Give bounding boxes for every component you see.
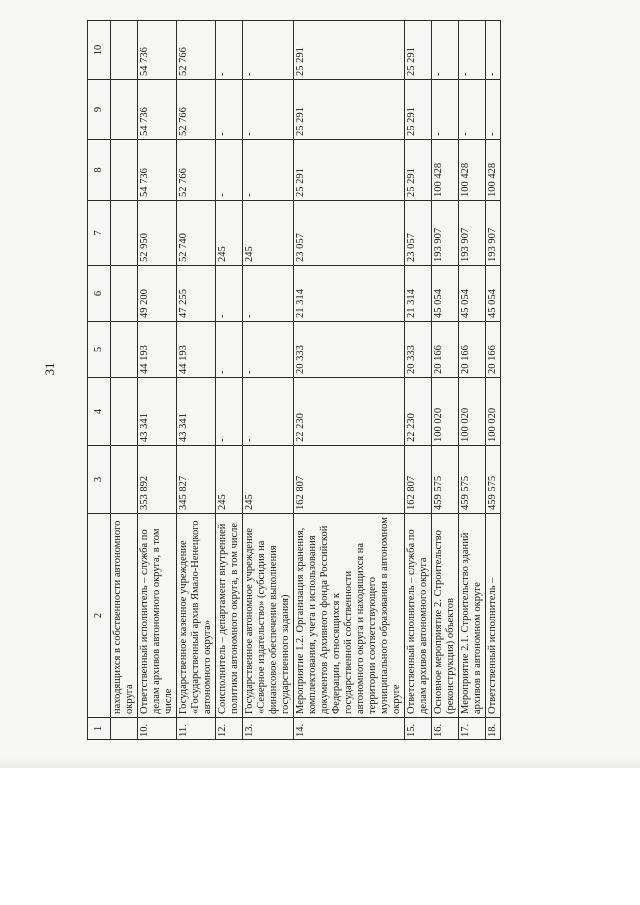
value-cell: 49 200 <box>138 266 177 322</box>
row-description-cell: находящихся в собственности автономного округа <box>111 514 138 718</box>
row-number-cell: 10. <box>138 718 177 740</box>
value-cell: 100 428 <box>486 140 501 201</box>
value-cell: 44 193 <box>138 322 177 378</box>
value-cell: 22 230 <box>294 378 405 446</box>
value-cell: 47 255 <box>177 266 216 322</box>
row-description-cell: Государственное казенное учреждение «Государственный архив Ямало-Ненецкого автономного округа» <box>177 514 216 718</box>
value-cell: 54 736 <box>138 80 177 140</box>
value-cell: - <box>216 378 243 446</box>
value-cell: 245 <box>216 446 243 514</box>
value-cell: 245 <box>243 201 294 266</box>
value-cell: 245 <box>243 446 294 514</box>
value-cell: 20 333 <box>405 322 432 378</box>
value-cell: 43 341 <box>177 378 216 446</box>
column-header: 7 <box>88 201 111 266</box>
value-cell <box>111 201 138 266</box>
row-number-cell: 13. <box>243 718 294 740</box>
row-description-cell: Ответственный исполнитель – служба по делам архивов автономного округа, в том числе <box>138 514 177 718</box>
value-cell: 23 057 <box>294 201 405 266</box>
value-cell <box>111 378 138 446</box>
value-cell <box>111 266 138 322</box>
row-description-cell: Основное мероприятие 2. Строительство (реконструкция) объектов <box>432 514 459 718</box>
row-description-cell: Мероприятие 2.1. Строительство зданий архивов в автономном округе <box>459 514 486 718</box>
value-cell: 345 827 <box>177 446 216 514</box>
column-header: 3 <box>88 446 111 514</box>
table-header-row <box>88 21 111 740</box>
column-header: 2 <box>88 514 111 718</box>
table-row <box>177 21 216 740</box>
value-cell: - <box>459 80 486 140</box>
row-description-cell: Ответственный исполнитель – служба по делам архивов автономного округа <box>405 514 432 718</box>
value-cell: 100 428 <box>459 140 486 201</box>
value-cell: 162 807 <box>294 446 405 514</box>
table-row <box>294 21 405 740</box>
row-description-cell: Соисполнитель – департамент внутренней политики автономного округа, в том числе <box>216 514 243 718</box>
value-cell <box>111 140 138 201</box>
value-cell: - <box>432 80 459 140</box>
table-row <box>486 21 501 740</box>
value-cell: 25 291 <box>294 140 405 201</box>
column-header: 4 <box>88 378 111 446</box>
table-row <box>216 21 243 740</box>
value-cell: - <box>243 266 294 322</box>
row-description-cell: Ответственный исполнитель – <box>486 514 501 718</box>
value-cell: 21 314 <box>294 266 405 322</box>
row-number-cell: 18. <box>486 718 501 740</box>
value-cell <box>111 446 138 514</box>
value-cell: 25 291 <box>294 80 405 140</box>
value-cell: 459 575 <box>486 446 501 514</box>
value-cell: - <box>216 80 243 140</box>
row-number-cell: 11. <box>177 718 216 740</box>
value-cell: - <box>486 80 501 140</box>
value-cell: - <box>459 21 486 80</box>
row-number-cell: 14. <box>294 718 405 740</box>
column-header: 1 <box>88 718 111 740</box>
table-row <box>459 21 486 740</box>
table-row <box>243 21 294 740</box>
value-cell: - <box>243 21 294 80</box>
column-header: 5 <box>88 322 111 378</box>
column-header: 6 <box>88 266 111 322</box>
value-cell: 52 766 <box>177 80 216 140</box>
row-number-cell: 15. <box>405 718 432 740</box>
value-cell: 20 166 <box>432 322 459 378</box>
value-cell: 43 341 <box>138 378 177 446</box>
value-cell: - <box>216 266 243 322</box>
value-cell: 25 291 <box>294 21 405 80</box>
value-cell: - <box>216 140 243 201</box>
value-cell: - <box>216 322 243 378</box>
value-cell: - <box>243 140 294 201</box>
value-cell: 45 054 <box>432 266 459 322</box>
row-description-cell: Мероприятие 1.2. Организация хранения, комплектования, учета и использования документов Архивного фонда Российской Федерации, относящихся к государственной собственности автономного округа и находящихся на территории соответствующего муниципального образования в автономном округе <box>294 514 405 718</box>
value-cell: 162 807 <box>405 446 432 514</box>
column-header: 9 <box>88 80 111 140</box>
value-cell: 54 736 <box>138 140 177 201</box>
value-cell <box>111 80 138 140</box>
value-cell: 23 057 <box>405 201 432 266</box>
value-cell: - <box>243 322 294 378</box>
value-cell: 25 291 <box>405 21 432 80</box>
row-number-cell: 17. <box>459 718 486 740</box>
value-cell <box>111 21 138 80</box>
rotated-table-container <box>87 21 559 740</box>
row-number-cell: 16. <box>432 718 459 740</box>
value-cell: 353 892 <box>138 446 177 514</box>
value-cell: 245 <box>216 201 243 266</box>
value-cell: 45 054 <box>459 266 486 322</box>
value-cell: 52 740 <box>177 201 216 266</box>
value-cell: 52 766 <box>177 140 216 201</box>
value-cell: 459 575 <box>432 446 459 514</box>
value-cell: 20 166 <box>459 322 486 378</box>
row-number-cell: 12. <box>216 718 243 740</box>
value-cell: - <box>216 21 243 80</box>
value-cell: 45 054 <box>486 266 501 322</box>
value-cell: 44 193 <box>177 322 216 378</box>
column-header: 10 <box>88 21 111 80</box>
value-cell: 100 020 <box>432 378 459 446</box>
row-number-cell <box>111 718 138 740</box>
table-row <box>405 21 432 740</box>
page-number: 31 <box>42 362 57 376</box>
table-row <box>138 21 177 740</box>
value-cell: 25 291 <box>405 140 432 201</box>
value-cell: 100 020 <box>486 378 501 446</box>
value-cell: 20 166 <box>486 322 501 378</box>
value-cell <box>111 322 138 378</box>
value-cell: - <box>486 21 501 80</box>
value-cell: 193 907 <box>486 201 501 266</box>
value-cell: 459 575 <box>459 446 486 514</box>
value-cell: - <box>432 21 459 80</box>
value-cell: 54 736 <box>138 21 177 80</box>
value-cell: 100 428 <box>432 140 459 201</box>
value-cell: 193 907 <box>432 201 459 266</box>
value-cell: 52 766 <box>177 21 216 80</box>
value-cell: 52 950 <box>138 201 177 266</box>
value-cell: 193 907 <box>459 201 486 266</box>
row-description-cell: Государственное автономное учреждение «Северное издательство» (субсидия на финансовое обеспечение выполнения государственного задания) <box>243 514 294 718</box>
value-cell: 21 314 <box>405 266 432 322</box>
value-cell: 22 230 <box>405 378 432 446</box>
value-cell: - <box>243 378 294 446</box>
table-row <box>111 21 138 740</box>
value-cell: - <box>243 80 294 140</box>
value-cell: 100 020 <box>459 378 486 446</box>
value-cell: 25 291 <box>405 80 432 140</box>
table-body <box>111 21 501 740</box>
column-header: 8 <box>88 140 111 201</box>
budget-table <box>87 20 501 740</box>
table-row <box>432 21 459 740</box>
value-cell: 20 333 <box>294 322 405 378</box>
